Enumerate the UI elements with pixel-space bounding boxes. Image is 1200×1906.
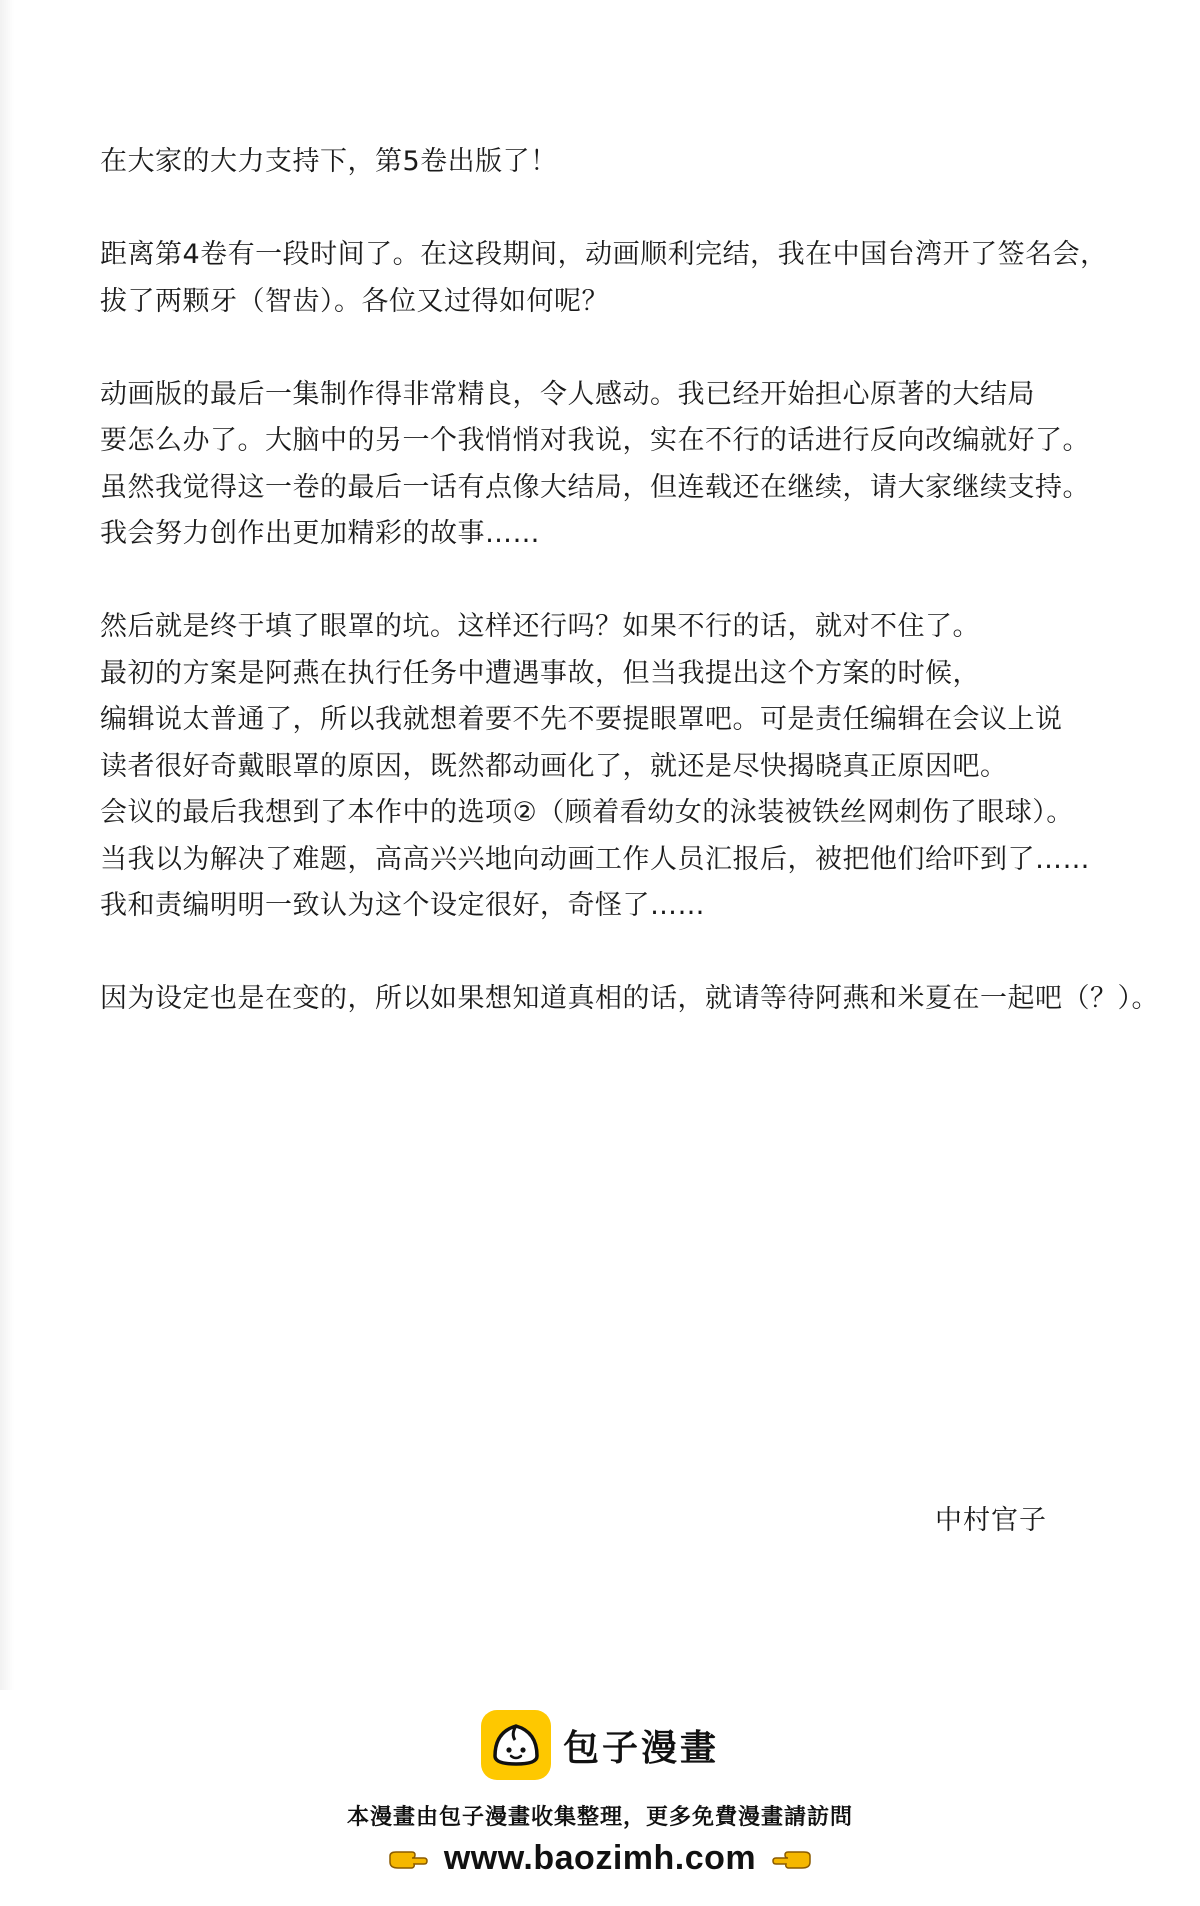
paragraph-1 xyxy=(100,139,1120,186)
text-line: 然后就是终于填了眼罩的坑。这样还行吗？如果不行的话，就对不住了。 xyxy=(100,611,980,642)
pointing-hand-left-icon xyxy=(772,1846,812,1872)
afterword-letter xyxy=(100,139,1159,1023)
text-line: 我会努力创作出更加精彩的故事…… xyxy=(100,518,540,549)
baozi-logo-icon xyxy=(481,1710,551,1780)
page-edge-shadow xyxy=(0,0,14,1690)
pointing-hand-right-icon xyxy=(388,1846,428,1872)
text-line: 虽然我觉得这一卷的最后一话有点像大结局，但连载还在继续，请大家继续支持。 xyxy=(100,471,1090,503)
text-line: 当我以为解决了难题，高高兴兴地向动画工作人员汇报后，被把他们给吓到了…… xyxy=(100,843,1090,875)
text-line: 距离第4卷有一段时间了。在这段期间，动画顺利完结，我在中国台湾开了签名会， xyxy=(100,239,1108,270)
author-signature: 中村官子 xyxy=(935,1505,1047,1536)
brand-header[interactable] xyxy=(481,1710,719,1780)
text-line: 我和责编明明一致认为这个设定很好，奇怪了…… xyxy=(100,890,705,921)
text-line: 要怎么办了。大脑中的另一个我悄悄对我说，实在不行的话进行反向改编就好了。 xyxy=(100,425,1090,456)
paragraph-4 xyxy=(100,604,1120,930)
text-line: 编辑说太普通了，所以我就想着要不先不要提眼罩吧。可是责任编辑在会议上说 xyxy=(100,704,1063,735)
site-url-link[interactable]: www.baozimh.com xyxy=(443,1839,757,1877)
text-line: 拔了两颗牙（智齿）。各位又过得如何呢？ xyxy=(100,285,609,317)
footer-url-row xyxy=(388,1839,812,1878)
watermark-footer xyxy=(0,1710,1200,1878)
brand-name: 包子漫畫 xyxy=(562,1727,719,1769)
text-line: 会议的最后我想到了本作中的选项②（顾着看幼女的泳装被铁丝网刺伤了眼球）。 xyxy=(100,797,1074,828)
text-line: 最初的方案是阿燕在执行任务中遭遇事故，但当我提出这个方案的时候， xyxy=(100,657,980,689)
text-line: 动画版的最后一集制作得非常精良，令人感动。我已经开始担心原著的大结局 xyxy=(100,378,1035,410)
paragraph-2 xyxy=(100,232,1120,325)
paragraph-5 xyxy=(100,976,1159,1023)
text-line: 读者很好奇戴眼罩的原因，既然都动画化了，就还是尽快揭晓真正原因吧。 xyxy=(100,750,1008,782)
paragraph-3 xyxy=(100,372,1120,558)
text-line: 因为设定也是在变的，所以如果想知道真相的话，就请等待阿燕和米夏在一起吧（？）。 xyxy=(100,983,1159,1014)
text-line: 在大家的大力支持下，第5卷出版了！ xyxy=(100,146,558,177)
footer-notice: 本漫畫由包子漫畫收集整理，更多免費漫畫請訪問 xyxy=(346,1805,853,1830)
